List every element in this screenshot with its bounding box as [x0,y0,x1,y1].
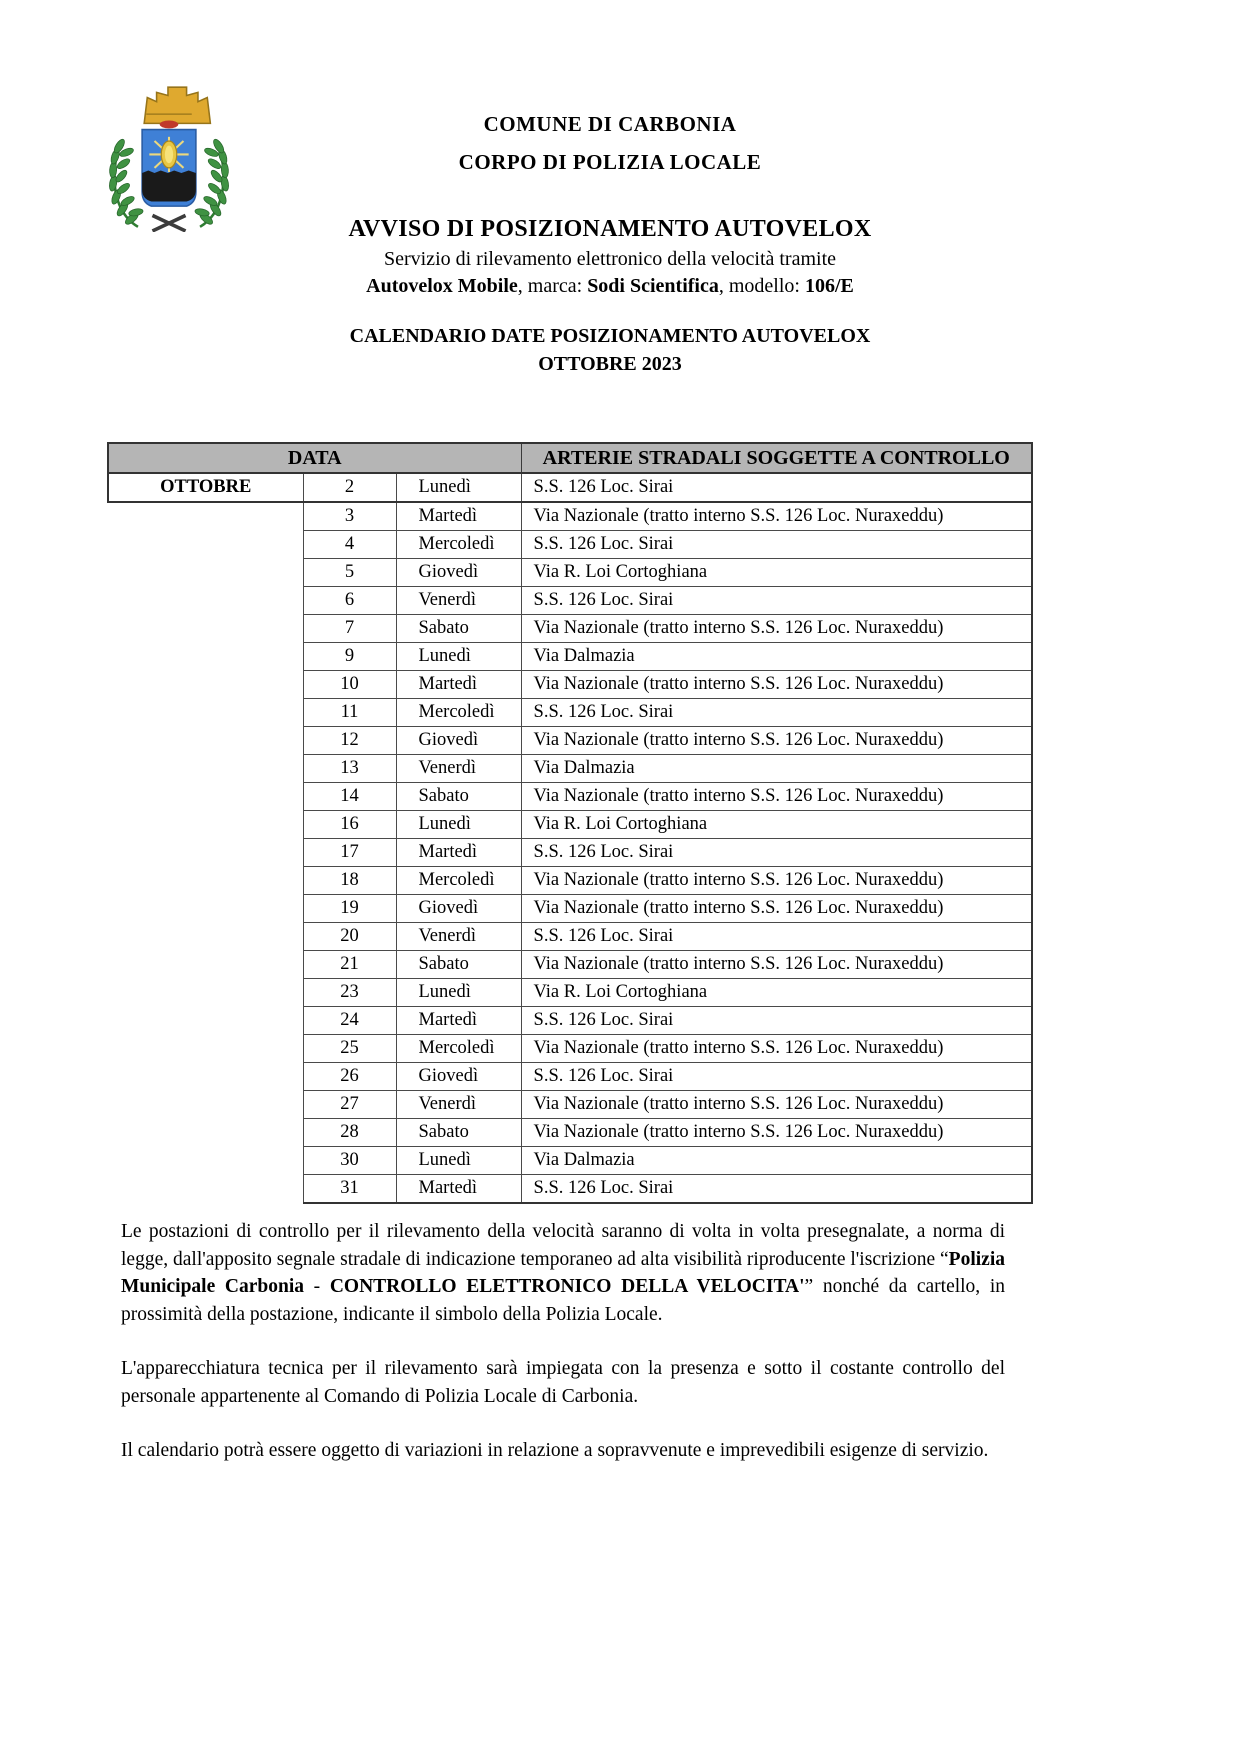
weekday-cell: Mercoledì [396,699,521,727]
weekday-cell: Sabato [396,951,521,979]
table-row [108,895,1032,923]
street-cell: Via R. Loi Cortoghiana [521,979,1032,1007]
calendar-heading: CALENDARIO DATE POSIZIONAMENTO AUTOVELOX [349,325,871,347]
month-cell [108,979,303,1007]
street-cell: Via Nazionale (tratto interno S.S. 126 Loc. Nuraxeddu) [521,867,1032,895]
street-cell: S.S. 126 Loc. Sirai [521,839,1032,867]
month-cell [108,531,303,559]
weekday-cell: Venerdì [396,755,521,783]
table-row [108,1091,1032,1119]
table-row [108,1147,1032,1175]
weekday-cell: Martedì [396,839,521,867]
table-row [108,1119,1032,1147]
month-cell [108,839,303,867]
day-number-cell: 17 [303,839,396,867]
month-cell [108,1091,303,1119]
street-cell: Via Dalmazia [521,643,1032,671]
weekday-cell: Martedì [396,502,521,531]
table-row [108,699,1032,727]
street-cell: S.S. 126 Loc. Sirai [521,1063,1032,1091]
street-cell: S.S. 126 Loc. Sirai [521,473,1032,502]
day-number-cell: 31 [303,1175,396,1204]
day-number-cell: 28 [303,1119,396,1147]
day-number-cell: 16 [303,811,396,839]
sign-text-dash: - [304,1276,330,1297]
street-cell: Via Nazionale (tratto interno S.S. 126 Loc. Nuraxeddu) [521,1091,1032,1119]
document-header [140,112,1080,376]
month-cell [108,867,303,895]
day-number-cell: 25 [303,1035,396,1063]
street-cell: Via R. Loi Cortoghiana [521,811,1032,839]
day-number-cell: 23 [303,979,396,1007]
day-number-cell: 3 [303,502,396,531]
weekday-cell: Martedì [396,671,521,699]
device-brand: Sodi Scientifica [587,275,719,297]
street-cell: Via Nazionale (tratto interno S.S. 126 Loc. Nuraxeddu) [521,895,1032,923]
table-row [108,811,1032,839]
paragraph-signage-tail: ” nonché da cartello, in prossimità della postazione, indicante il simbolo della Polizia Locale. [121,1276,1006,1325]
day-number-cell: 26 [303,1063,396,1091]
column-header-data: DATA [108,443,521,473]
month-cell [108,923,303,951]
weekday-cell: Giovedì [396,559,521,587]
table-row [108,923,1032,951]
street-cell: Via Dalmazia [521,1147,1032,1175]
weekday-cell: Martedì [396,1007,521,1035]
org-department: CORPO DI POLIZIA LOCALE [458,150,762,174]
paragraph-signage-text: Le postazioni di controllo per il rilevamento della velocità saranno di volta in volta presegnalate, a norma di legge, dall'apposito segnale stradale di indicazione temporaneo ad alta visibilità riproducente l'iscrizione “ [121,1221,1005,1270]
table-row [108,979,1032,1007]
table-row [108,839,1032,867]
weekday-cell: Venerdì [396,923,521,951]
street-cell: Via Nazionale (tratto interno S.S. 126 Loc. Nuraxeddu) [521,615,1032,643]
device-model: 106/E [804,275,854,297]
table-row [108,671,1032,699]
weekday-cell: Sabato [396,783,521,811]
calendar-month-heading: OTTOBRE 2023 [538,353,682,375]
day-number-cell: 13 [303,755,396,783]
month-cell [108,502,303,531]
day-number-cell: 10 [303,671,396,699]
table-row [108,1175,1032,1204]
table-row [108,755,1032,783]
month-cell [108,783,303,811]
month-cell [108,1063,303,1091]
sign-text-speed-control: CONTROLLO ELETTRONICO DELLA VELOCITA' [329,1276,805,1297]
table-row [108,559,1032,587]
street-cell: Via Nazionale (tratto interno S.S. 126 Loc. Nuraxeddu) [521,1119,1032,1147]
month-cell [108,951,303,979]
month-cell [108,643,303,671]
day-number-cell: 7 [303,615,396,643]
table-row [108,1035,1032,1063]
month-cell [108,727,303,755]
day-number-cell: 20 [303,923,396,951]
weekday-cell: Lunedì [396,1147,521,1175]
weekday-cell: Martedì [396,1175,521,1204]
table-row [108,783,1032,811]
device-description [140,275,1080,298]
day-number-cell: 21 [303,951,396,979]
day-number-cell: 9 [303,643,396,671]
org-name: COMUNE DI CARBONIA [483,112,737,136]
street-cell: S.S. 126 Loc. Sirai [521,531,1032,559]
day-number-cell: 18 [303,867,396,895]
month-cell [108,1119,303,1147]
table-header-row [108,443,1032,473]
day-number-cell: 14 [303,783,396,811]
table-row [108,531,1032,559]
day-number-cell: 6 [303,587,396,615]
street-cell: Via Nazionale (tratto interno S.S. 126 Loc. Nuraxeddu) [521,951,1032,979]
day-number-cell: 24 [303,1007,396,1035]
month-cell [108,559,303,587]
street-cell: Via Nazionale (tratto interno S.S. 126 Loc. Nuraxeddu) [521,1035,1032,1063]
month-cell [108,615,303,643]
table-row [108,587,1032,615]
weekday-cell: Lunedì [396,811,521,839]
column-header-streets: ARTERIE STRADALI SOGGETTE A CONTROLLO [521,443,1032,473]
street-cell: S.S. 126 Loc. Sirai [521,1007,1032,1035]
day-number-cell: 2 [303,473,396,502]
table-row [108,951,1032,979]
table-row [108,615,1032,643]
street-cell: Via Nazionale (tratto interno S.S. 126 Loc. Nuraxeddu) [521,727,1032,755]
weekday-cell: Venerdì [396,587,521,615]
street-cell: S.S. 126 Loc. Sirai [521,1175,1032,1204]
calendar-table-body [108,473,1032,1203]
month-cell [108,1147,303,1175]
day-number-cell: 12 [303,727,396,755]
street-cell: Via Dalmazia [521,755,1032,783]
day-number-cell: 30 [303,1147,396,1175]
street-cell: Via Nazionale (tratto interno S.S. 126 Loc. Nuraxeddu) [521,783,1032,811]
table-row [108,502,1032,531]
weekday-cell: Mercoledì [396,867,521,895]
device-model-label: , modello: [718,275,805,297]
paragraph-staffing: L'apparecchiatura tecnica per il rilevamento sarà impiegata con la presenza e sotto il costante controllo del personale appartenente al Comando di Polizia Locale di Carbonia. [121,1358,1005,1407]
table-row [108,473,1032,502]
table-row [108,643,1032,671]
month-cell [108,755,303,783]
day-number-cell: 11 [303,699,396,727]
paragraph-signage [121,1218,1005,1328]
weekday-cell: Lunedì [396,979,521,1007]
device-name: Autovelox Mobile [366,275,518,297]
day-number-cell: 4 [303,531,396,559]
month-cell [108,811,303,839]
weekday-cell: Lunedì [396,473,521,502]
month-cell [108,1035,303,1063]
month-cell [108,1007,303,1035]
weekday-cell: Giovedì [396,895,521,923]
body-text [121,1218,1005,1492]
weekday-cell: Mercoledì [396,531,521,559]
page-subtitle: Servizio di rilevamento elettronico della velocità tramite [383,248,837,270]
table-row [108,727,1032,755]
table-row [108,1063,1032,1091]
weekday-cell: Sabato [396,1119,521,1147]
calendar-table [107,442,1033,1204]
paragraph-variations: Il calendario potrà essere oggetto di variazioni in relazione a sopravvenute e imprevedibili esigenze di servizio. [121,1440,989,1461]
month-cell [108,1175,303,1204]
weekday-cell: Mercoledì [396,1035,521,1063]
day-number-cell: 27 [303,1091,396,1119]
table-row [108,1007,1032,1035]
sign-text-police: Polizia Municipale Carbonia [121,1248,1005,1297]
weekday-cell: Lunedì [396,643,521,671]
month-cell: OTTOBRE [108,473,303,502]
day-number-cell: 5 [303,559,396,587]
month-cell [108,671,303,699]
street-cell: Via R. Loi Cortoghiana [521,559,1032,587]
month-cell [108,895,303,923]
device-brand-label: , marca: [517,275,588,297]
weekday-cell: Venerdì [396,1091,521,1119]
street-cell: S.S. 126 Loc. Sirai [521,699,1032,727]
weekday-cell: Giovedì [396,727,521,755]
month-cell [108,699,303,727]
street-cell: Via Nazionale (tratto interno S.S. 126 Loc. Nuraxeddu) [521,502,1032,531]
month-cell [108,587,303,615]
table-row [108,867,1032,895]
weekday-cell: Giovedì [396,1063,521,1091]
street-cell: S.S. 126 Loc. Sirai [521,923,1032,951]
street-cell: S.S. 126 Loc. Sirai [521,587,1032,615]
street-cell: Via Nazionale (tratto interno S.S. 126 Loc. Nuraxeddu) [521,671,1032,699]
weekday-cell: Sabato [396,615,521,643]
page-title: AVVISO DI POSIZIONAMENTO AUTOVELOX [348,216,872,242]
day-number-cell: 19 [303,895,396,923]
